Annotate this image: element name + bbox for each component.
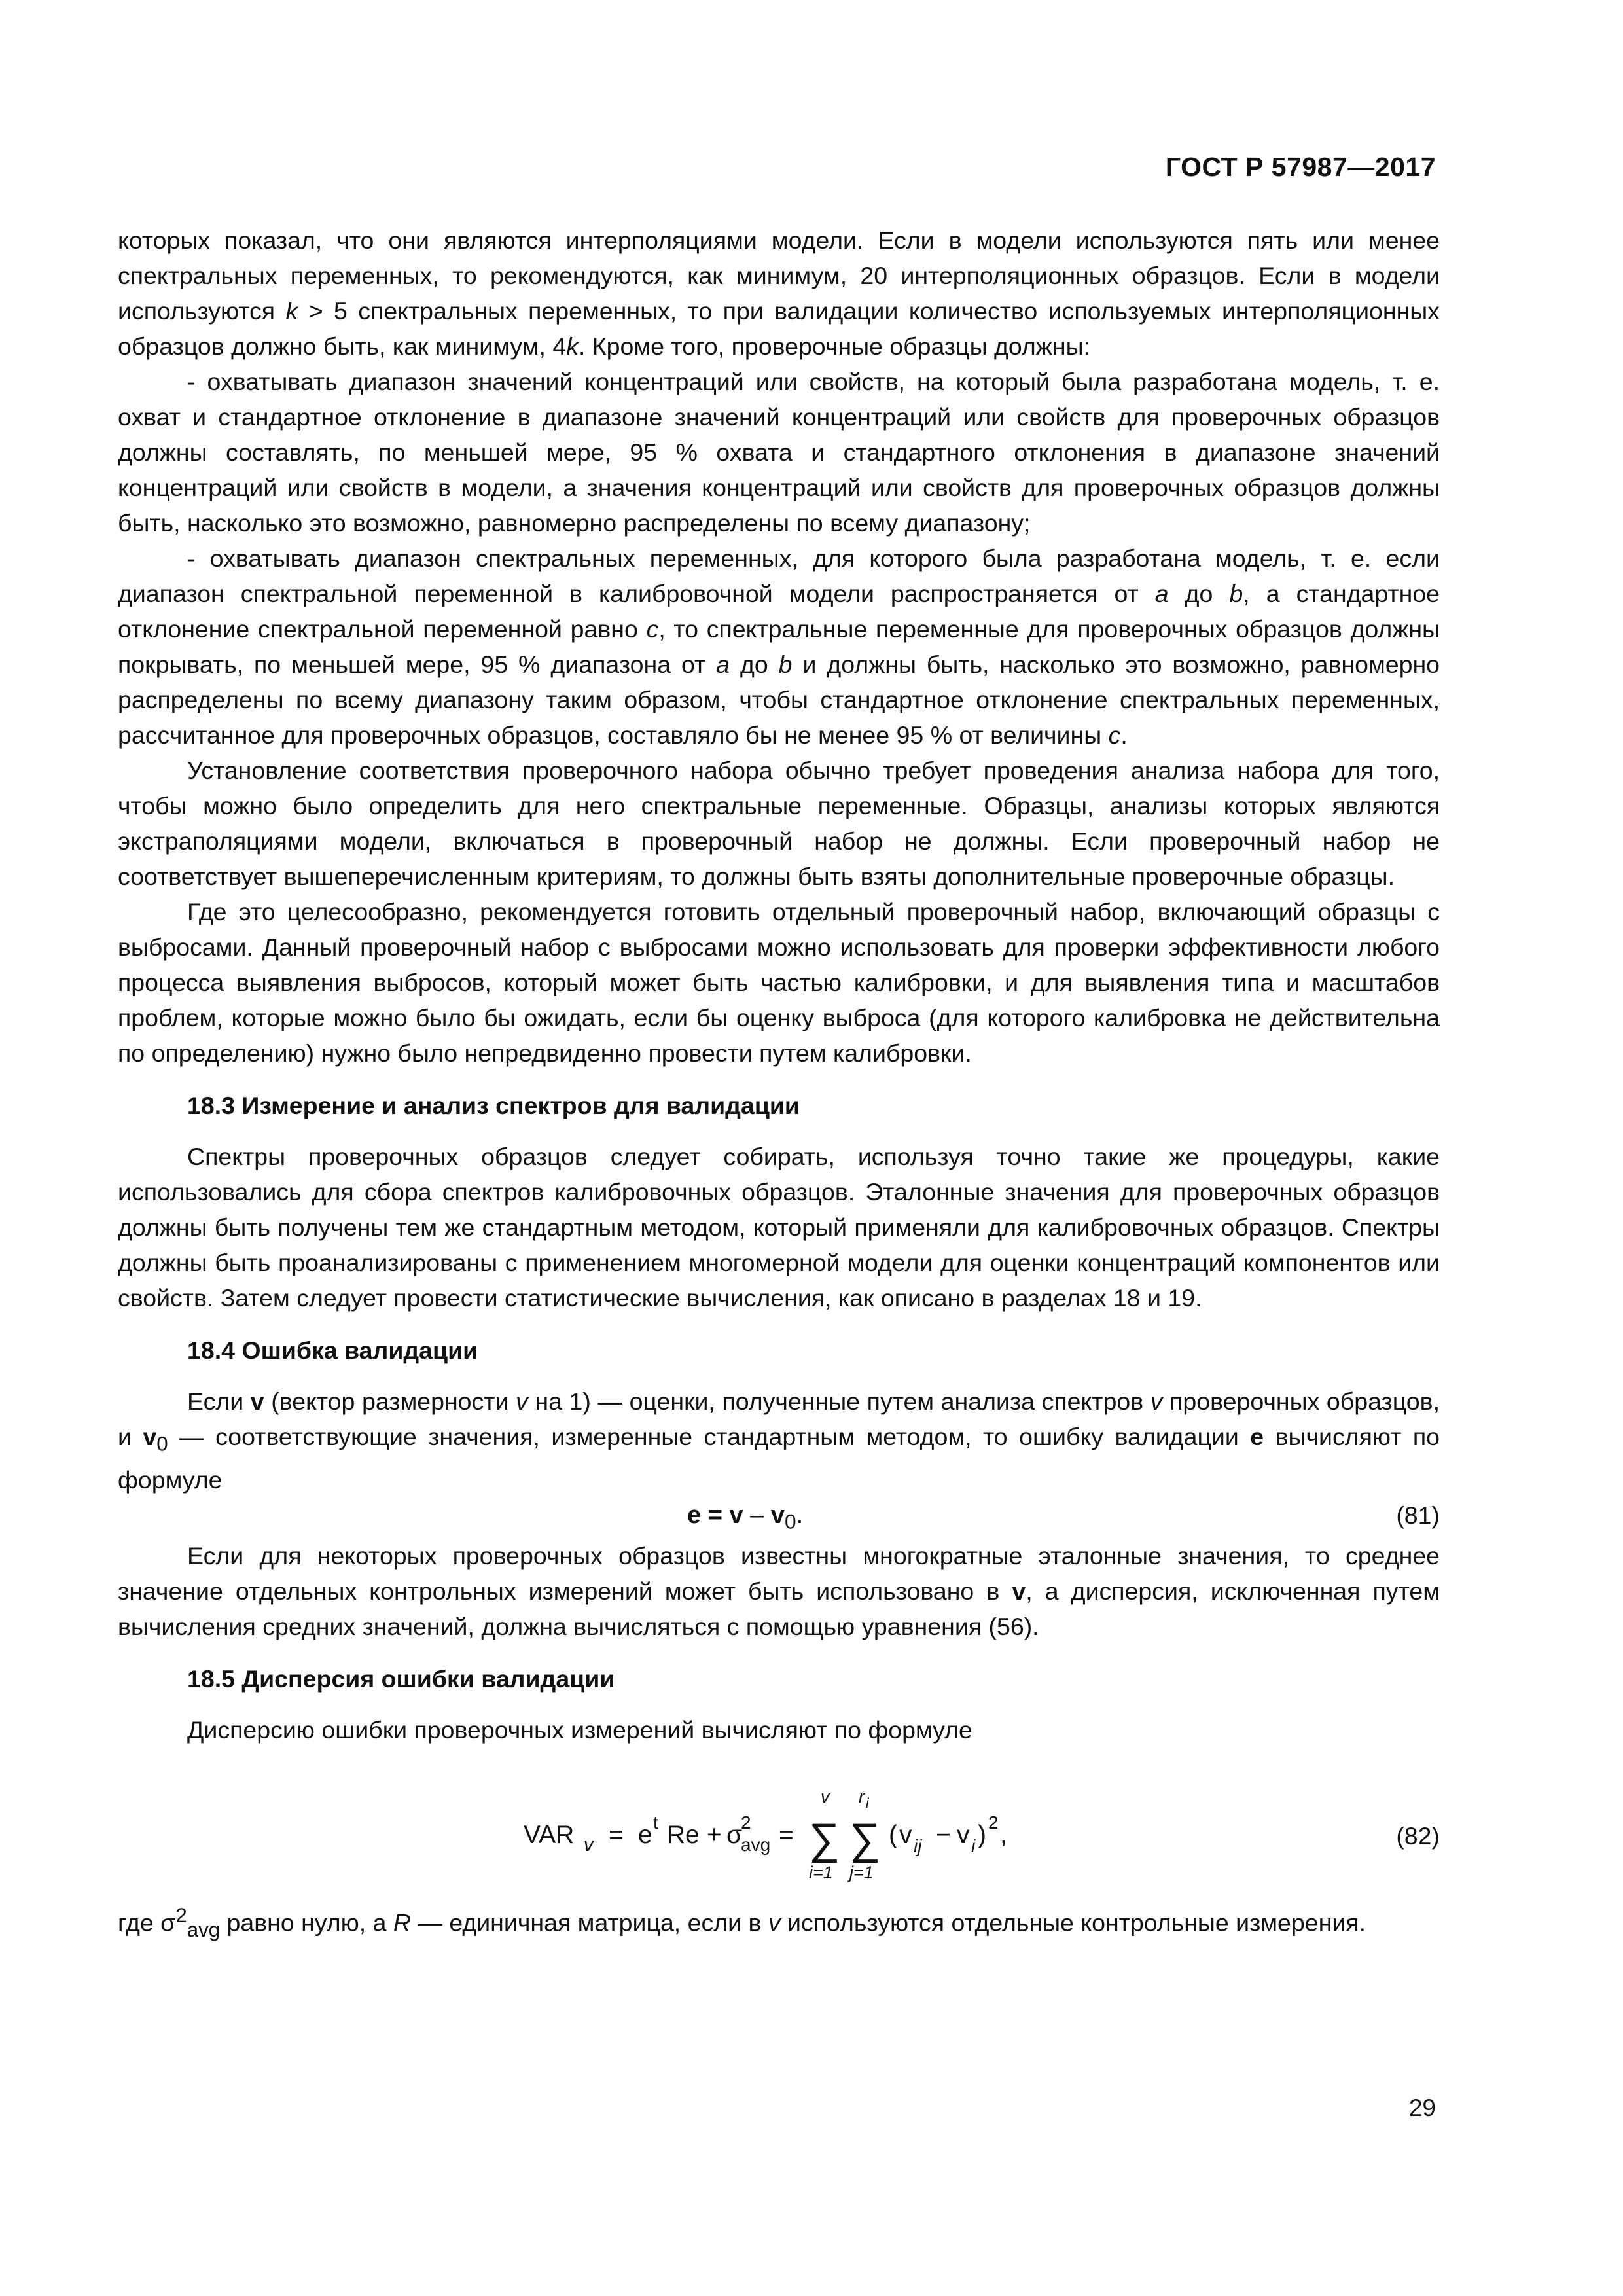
svg-text:σ: σ xyxy=(726,1820,743,1849)
svg-text:ij: ij xyxy=(914,1835,922,1856)
paragraph: которых показал, что они являются интерполяциями модели. Если в модели используются пять или менее спектральных переменных, то рекомендуются, как минимум, 20 интерполяционных образцов. Если в модели используются k > 5 спектральных переменных, то при валидации количество используемых интерполяционных образцов должно быть, как минимум, 4k. Кроме того, проверочные образцы должны: xyxy=(118,226,1440,360)
equation-number: (81) xyxy=(1396,1501,1440,1529)
svg-text:e: e xyxy=(638,1820,652,1849)
paragraph: Установление соответствия проверочного набора обычно требует проведения анализа набора для того, чтобы можно было определить для него спектральные переменные. Образцы, анализы которых являются экстраполяциями модели, включаться в проверочный набор не должны. Если проверочный набор не соответствует вышеперечисленным критериям, то должны быть взяты дополнительные проверочные образцы. xyxy=(118,757,1440,890)
svg-text:i: i xyxy=(866,1795,869,1811)
paragraph: Где это целесообразно, рекомендуется готовить отдельный проверочный набор, включающий образцы с выбросами. Данный проверочный набор с выбросами можно использовать для проверки эффективности любого процесса выявления выбросов, который может быть частью калибровки, и для выявления типа и масштабов проблем, которые можно было бы ожидать, если бы оценку выброса (для которого калибровка не действительна по определению) нужно было непредвиденно провести путем калибровки. xyxy=(118,898,1440,1067)
svg-text:2: 2 xyxy=(741,1812,751,1833)
paragraph: - охватывать диапазон значений концентраций или свойств, на который была разработана модель, т. е. охват и стандартное отклонение в диапазоне значений концентраций или свойств для проверочных образцов должны составлять, по меньшей мере, 95 % охвата и стандартного отклонения в диапазоне значений концентраций или свойств в модели, а значения концентраций или свойств для проверочных образцов должны быть, насколько это возможно, равномерно распределены по всему диапазону; xyxy=(118,368,1440,537)
svg-text:v: v xyxy=(957,1820,970,1849)
svg-text:r: r xyxy=(859,1786,865,1806)
svg-text:∑: ∑ xyxy=(809,1814,840,1863)
svg-text:avg: avg xyxy=(741,1834,771,1855)
svg-text:=: = xyxy=(779,1820,794,1849)
page-number: 29 xyxy=(1408,2094,1436,2121)
equation-number: (82) xyxy=(1396,1821,1440,1850)
paragraph: Спектры проверочных образцов следует собирать, используя точно такие же процедуры, какие использовались для сбора спектров калибровочных образцов. Эталонные значения для проверочных образцов должны быть получены тем же стандартным методом, который применяли для калибровочных образцов. Спектры должны быть проанализированы с применением многомерной модели для оценки концентраций компонентов или свойств. Затем следует провести статистические вычисления, как описано в разделах 18 и 19. xyxy=(118,1143,1440,1312)
svg-text:+: + xyxy=(707,1820,722,1849)
svg-text:2: 2 xyxy=(988,1812,999,1833)
paragraph: Если v (вектор размерности v на 1) — оценки, полученные путем анализа спектров v проверочных образцов, и $v_0$ — соответствующие значения, измеренные стандартным методом, то ошибку валидации e вычисляют по формуле xyxy=(118,1388,1440,1494)
svg-text:t: t xyxy=(653,1812,658,1833)
svg-text:v: v xyxy=(899,1820,912,1849)
equation-81 xyxy=(118,1498,1440,1538)
paragraph: Дисперсию ошибки проверочных измерений вычисляют по формуле xyxy=(187,1715,972,1744)
paragraph: - охватывать диапазон спектральных переменных, для которого была разработана модель, т. е. если диапазон спектральной переменной в калибровочной модели распространяется от a до b, а стандартное отклонение спектральной переменной равно c, то спектральные переменные для проверочных образцов должны покрывать, по меньшей мере, 95 % диапазона от a до b и должны быть, насколько это возможно, равномерно распределены по всему диапазону таким образом, чтобы стандартное отклонение спектральных переменных, рассчитанное для проверочных образцов, составляло бы не менее 95 % от величины c. xyxy=(118,545,1440,749)
svg-text:,: , xyxy=(1000,1820,1007,1849)
svg-text:v: v xyxy=(821,1786,830,1806)
svg-text:): ) xyxy=(978,1820,986,1849)
section-heading-18-4: 18.4 Ошибка валидации xyxy=(187,1336,478,1364)
equation-81-formula: $e = v - v_0$. xyxy=(687,1501,804,1534)
svg-text:Re: Re xyxy=(660,1820,707,1849)
equation-82 xyxy=(118,1763,1440,1894)
svg-text:i=1: i=1 xyxy=(809,1862,833,1882)
svg-text:VAR: VAR xyxy=(524,1820,575,1849)
paragraph: где $\sigma^2_{avg}$ равно нулю, а R — единичная матрица, если в v используются отдельные контрольные измерения. xyxy=(118,1903,1366,1941)
section-heading-18-5: 18.5 Дисперсия ошибки валидации xyxy=(187,1664,615,1693)
svg-text:(: ( xyxy=(889,1820,897,1849)
svg-text:=: = xyxy=(609,1820,624,1849)
document-body xyxy=(118,223,1440,1948)
section-heading-18-3: 18.3 Измерение и анализ спектров для валидации xyxy=(187,1092,800,1119)
svg-text:v: v xyxy=(584,1834,594,1856)
svg-text:j=1: j=1 xyxy=(849,1862,874,1882)
paragraph: Если для некоторых проверочных образцов известны многократные эталонные значения, то среднее значение отдельных контрольных измерений может быть использовано в v, а дисперсия, исключенная путем вычисления средних значений, должна вычисляться с помощью уравнения (56). xyxy=(118,1541,1440,1640)
svg-text:∑: ∑ xyxy=(849,1814,881,1863)
svg-text:i: i xyxy=(971,1835,976,1856)
equation-82-formula xyxy=(510,1763,1427,1894)
standard-header: ГОСТ Р 57987—2017 xyxy=(1165,152,1436,182)
svg-text:−: − xyxy=(936,1820,951,1849)
